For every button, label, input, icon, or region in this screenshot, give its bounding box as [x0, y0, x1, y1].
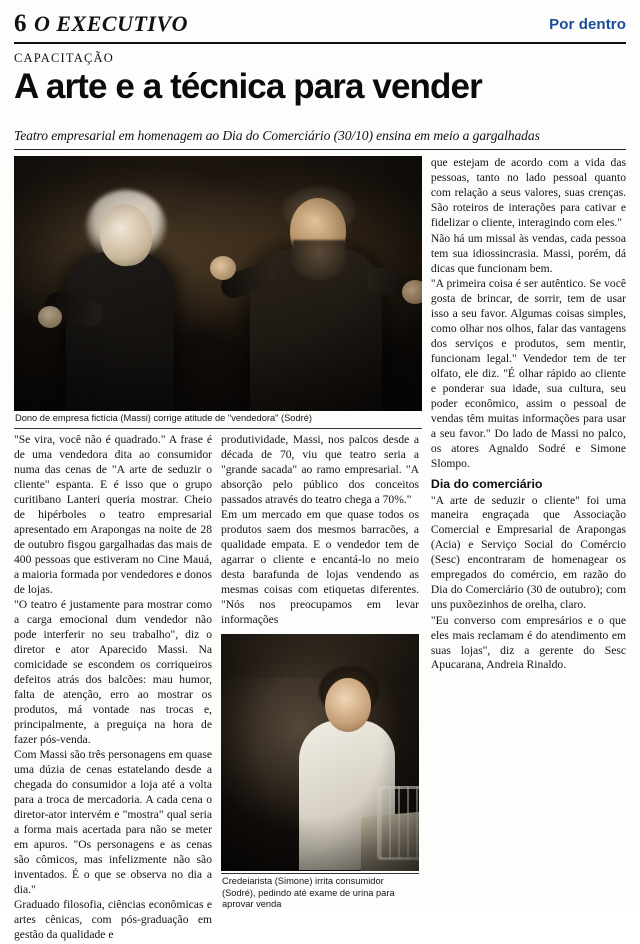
- paragraph: Não há um missal às vendas, cada pessoa tem sua idiossincrasia. Massi, porém, dá dicas que funcionam bem.: [430, 231, 626, 275]
- paragraph: "Se vira, você não é quadrado." A frase é de uma vendedora dita ao consumidor numa das cenas de "A arte de seduzir o cliente" espanta. E é isso que o grupo curitibano Lanteri queria mostrar. Cheio de hipérboles o teatro empresarial apresentado em Arapongas na noite de 28 de outubro fisgou gargalhadas das mais de 400 pessoas que estiveram no Cine Mauá, a maioria formada por vendedores e donos de lojas.: [14, 433, 212, 596]
- column-1: [14, 433, 212, 943]
- paragraph: produtividade, Massi, nos palcos desde a década de 70, viu que teatro seria a "grande sacada" ao ramo empresarial. "A absorção pelo público dos conceitos passados através do teatro chega a 70%.": [221, 433, 419, 506]
- cashier-head: [325, 678, 371, 732]
- paragraph: "A primeira coisa é ser autêntico. Se você gosta de brincar, de sorrir, tem de usar isso a seu favor. Algumas coisas simples, como olhar nos olhos, falar das vantagens dos serviços e produtos, sem mentir, funcionam legal." Vendedor tem de ter olfato, ele diz. "É olhar rápido ao cliente e ponderar sua idade, sua cultura, seu poder econômico, assim o pessoal de vendas têm muitas informações para usar a seu favor." Do lado de Massi no palco, os atores Agnaldo Sodré e Simone Slompo.: [430, 277, 626, 470]
- paragraph: Graduado filosofia, ciências econômicas e artes cênicas, com pós-graduação em gestão da qualidade e: [14, 898, 212, 942]
- store-shelf: [221, 634, 419, 678]
- left-text-columns: [14, 433, 422, 943]
- publication-title: O EXECUTIVO: [34, 11, 189, 36]
- column-3: [431, 156, 626, 943]
- performer-left-body: [66, 252, 174, 411]
- column-left-region: [14, 156, 422, 943]
- shopping-cart: [377, 786, 419, 860]
- photo-caption-1: Dono de empresa fictícia (Massi) corrige atitude de "vendedora" (Sodré): [14, 411, 422, 429]
- paragraph: Com Massi são três personagens em quase uma dúzia de cenas estatelando desde a chegada do consumidor a loja até a volta para a troca de mercadoria. A cada cena o diretor-ator intervém e "mostra" qual seria a forma mais acertada para não se meter em apuros. "Os personagens e as cenas são cômicos, mas infelizmente não são inventados. É o que se observa no dia a dia.": [14, 748, 212, 896]
- page-title: A arte e a técnica para vender: [14, 67, 482, 106]
- page-number: 6: [14, 10, 26, 37]
- article-subhead: Teatro empresarial em homenagem ao Dia do Comerciário (30/10) ensina em meio a gargalhadas: [14, 128, 540, 144]
- article-photo-cashier: [221, 634, 419, 871]
- section-label: Por dentro: [549, 15, 626, 33]
- divider: [14, 149, 626, 150]
- paragraph: "Eu converso com empresários e o que eles mais reclamam é do atendimento em suas lojas", diz a gerente do Sesc Apucarana, Andreia Rinaldo.: [430, 613, 626, 672]
- article-photo-stage: [14, 156, 422, 411]
- column-2: [221, 433, 419, 943]
- article-columns: [14, 156, 626, 943]
- paragraph: que estejam de acordo com a vida das pessoas, tanto no lado pessoal quanto com relação a seus valores, suas crenças. São roteiros de interações para cativar e fidelizar o cliente, interagindo com eles.": [430, 156, 626, 230]
- article-kicker: CAPACITAÇÃO: [14, 51, 114, 65]
- photo-caption-2: Credeiarista (Simone) irrita consumidor (Sodré), pedindo até exame de urina para aprovar venda: [221, 873, 419, 914]
- paragraph: "A arte de seduzir o cliente" foi uma maneira engraçada que Associação Comercial e Empresarial de Arapongas (Acia) e Serviço Social do Comércio (Sesc) encontraram de homenagear os empregados do comércio, em razão do Dia do Comerciário (30 de outubro); com uns puxõezinhos de orelha, claro.: [430, 493, 626, 612]
- masthead-left: [14, 10, 188, 38]
- paragraph: Em um mercado em que quase todos os produtos saem dos mesmos barracões, a qualidade empata. E o vendedor tem de agarrar o cliente e encantá-lo no meio desta barafunda de lojas vendendo as mesmas coisas com etiquetas diferentes. "Nós nos preocupamos em levar informações: [221, 508, 419, 627]
- paragraph: "O teatro é justamente para mostrar como a carga emocional dum vendedor não pode interferir no seu trabalho", diz o diretor e ator Aparecido Massi. Na comicidade se escondem os corriqueiros defeitos atrás dos balcões: mau humor, falta de atenção, erro ao mostrar os produtos, má vontade nas trocas e, principalmente, a preguiça na hora de fazer pós-venda.: [14, 598, 212, 746]
- masthead: [14, 10, 626, 44]
- subsection-heading: Dia do comerciário: [430, 476, 543, 491]
